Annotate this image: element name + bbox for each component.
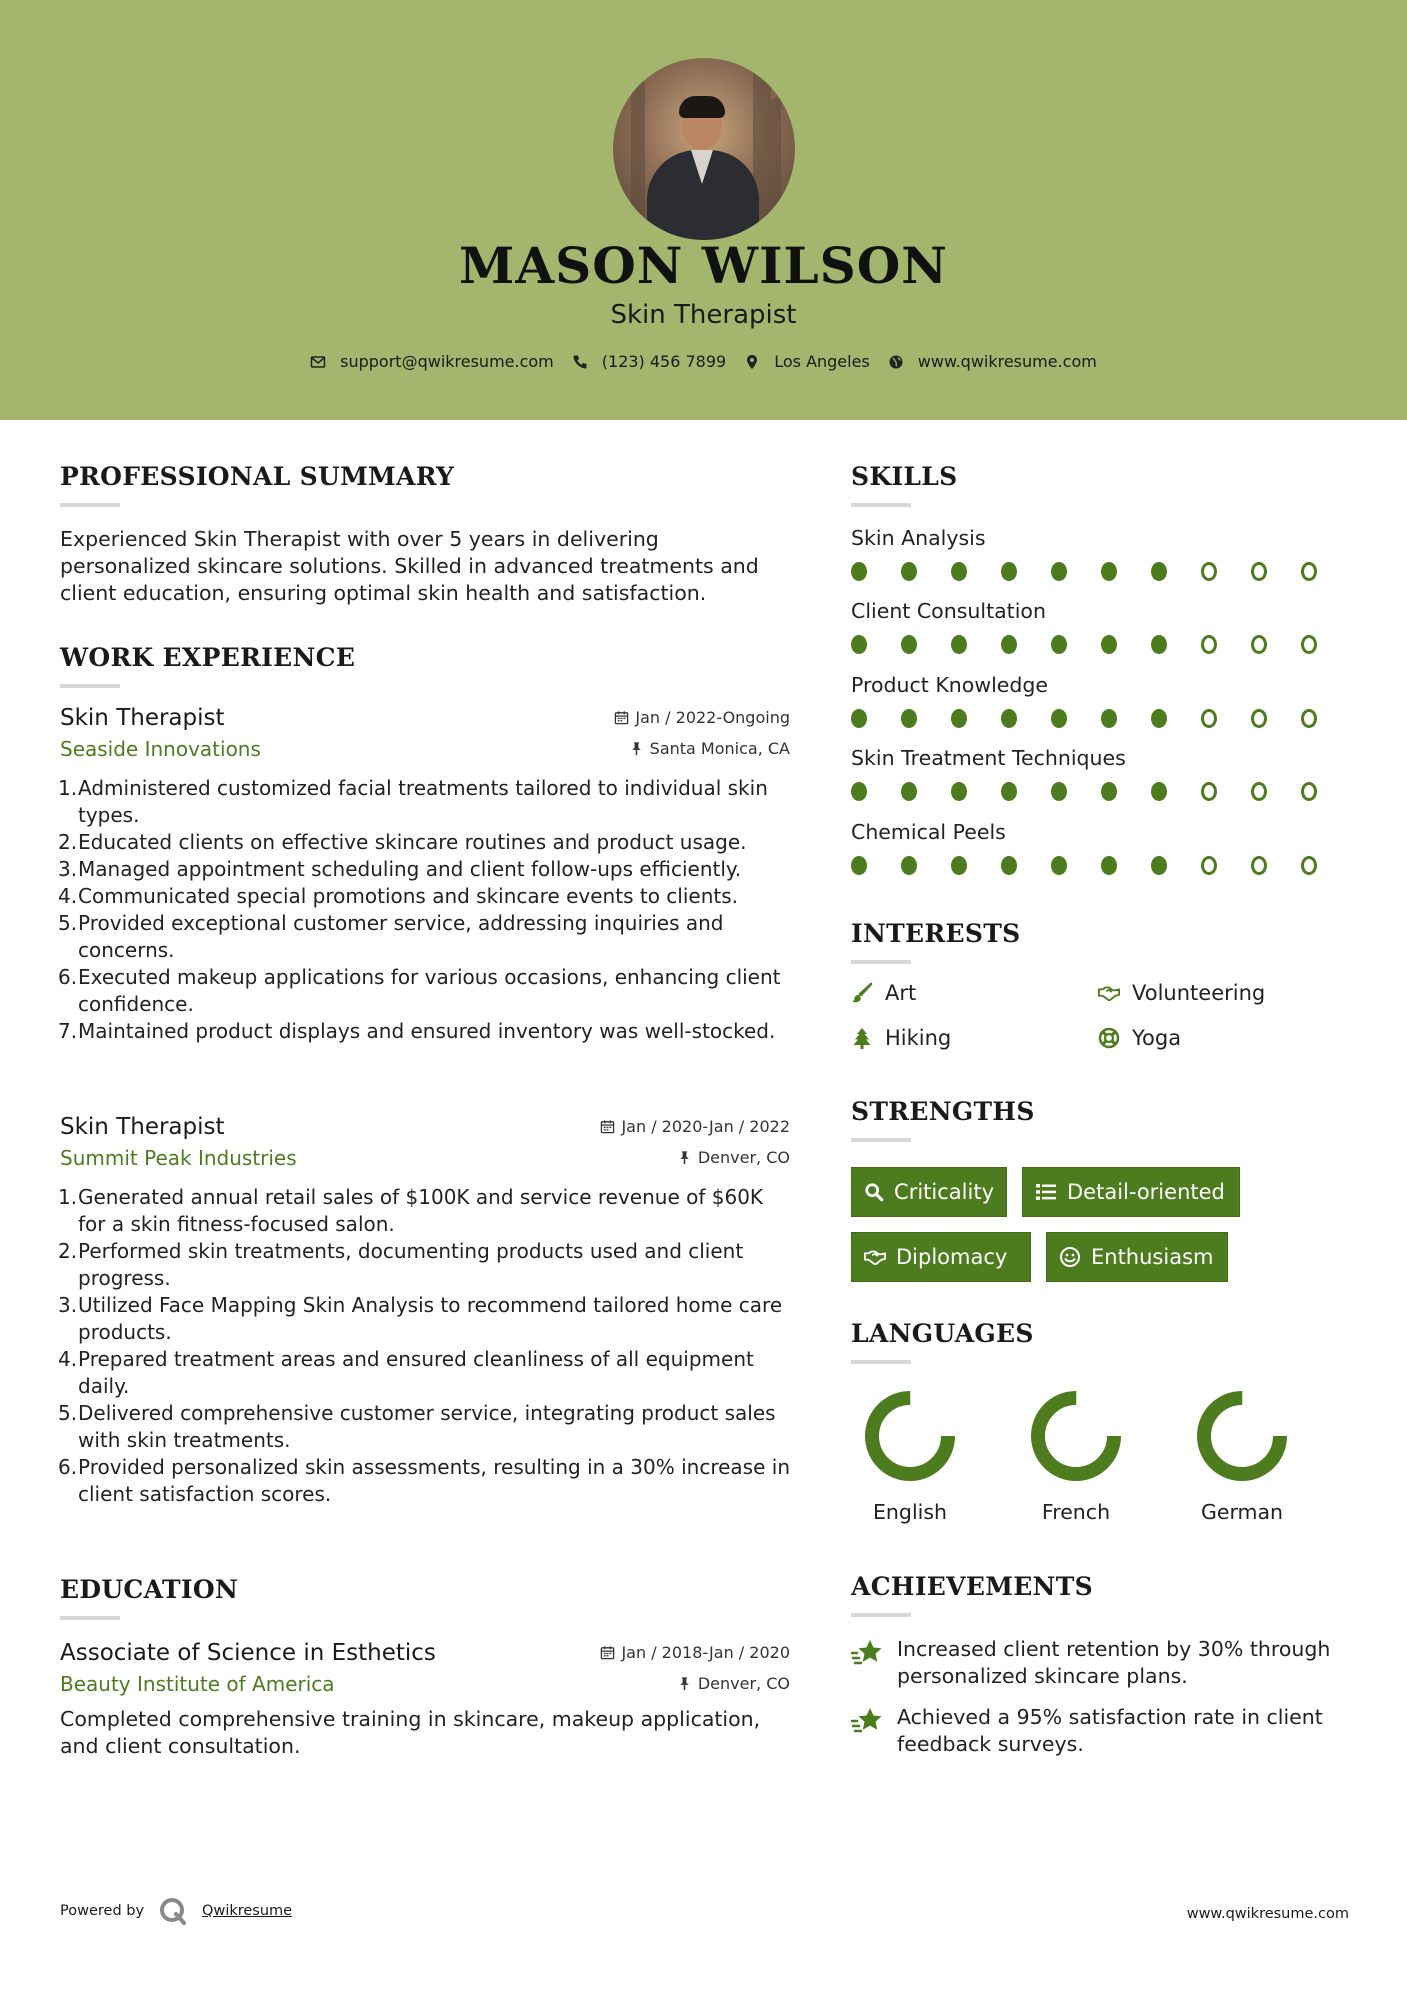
rating-dot-filled [1001,562,1017,581]
degree-name: Associate of Science in Esthetics [60,1640,436,1666]
email-text: support@qwikresume.com [340,352,554,371]
experience-heading: WORK EXPERIENCE [60,643,356,672]
rating-dot-empty [1201,856,1217,875]
language-item [850,1388,970,1524]
rating-dot-filled [1001,856,1017,875]
job-entry [60,1114,790,1508]
rating-dot-filled [901,635,917,654]
rating-dot-filled [951,782,967,801]
rating-dot-filled [1001,782,1017,801]
rating-dot-empty [1251,856,1267,875]
list-item: Provided exceptional customer service, addressing inquiries and concerns. [78,911,724,962]
handshake-icon [1098,982,1120,1004]
achievements-divider [851,1613,911,1617]
rating-dot-filled [1051,562,1067,581]
skill-name: Chemical Peels [851,820,1006,844]
rating-dot-empty [1251,782,1267,801]
list-item: Educated clients on effective skincare routines and product usage. [78,830,747,854]
rating-dot-empty [1251,635,1267,654]
achievements-heading: ACHIEVEMENTS [851,1572,1093,1601]
summary-heading: PROFESSIONAL SUMMARY [60,462,455,491]
skill-rating [851,782,1351,801]
job-company: Seaside Innovations [60,737,261,761]
education-heading: EDUCATION [60,1575,239,1604]
rating-dot-filled [1051,635,1067,654]
skill-row [851,820,1351,875]
resume-header [0,0,1407,420]
rating-dot-empty [1301,562,1317,581]
job-location: Denver, CO [677,1148,790,1167]
proficiency-arc [1038,1398,1114,1474]
map-pin-icon [744,354,760,370]
list-item: Executed makeup applications for various occasions, enhancing client confidence. [78,965,781,1016]
language-gauge [1194,1388,1290,1484]
calendar-icon [614,710,629,725]
strengths-heading: STRENGTHS [851,1097,1035,1126]
skill-name: Skin Analysis [851,526,986,550]
profile-photo [613,58,795,240]
skill-row [851,599,1351,654]
achievement-item: Increased client retention by 30% through personalized skincare plans. [851,1636,1351,1690]
lifering-icon [1098,1027,1120,1049]
rating-dot-filled [1051,856,1067,875]
rating-dot-filled [951,709,967,728]
rating-dot-empty [1201,782,1217,801]
rating-dot-empty [1201,635,1217,654]
strength-badge: Diplomacy [851,1232,1031,1282]
pushpin-icon [677,1150,692,1165]
summary-divider [60,503,120,507]
rating-dot-filled [1101,856,1117,875]
list-item: Utilized Face Mapping Skin Analysis to recommend tailored home care products. [78,1293,783,1344]
rating-dot-empty [1251,709,1267,728]
rating-dot-filled [951,635,967,654]
rating-dot-empty [1201,562,1217,581]
rating-dot-filled [851,782,867,801]
rating-dot-filled [1151,709,1167,728]
strengths-divider [851,1138,911,1142]
pushpin-icon [677,1676,692,1691]
strength-badge: Detail-oriented [1022,1167,1240,1217]
contact-phone[interactable] [572,352,726,371]
rating-dot-filled [1151,782,1167,801]
location-text: Los Angeles [774,352,870,371]
skill-row [851,526,1351,581]
education-location: Denver, CO [677,1674,790,1693]
proficiency-arc [1204,1398,1280,1474]
skills-heading: SKILLS [851,462,958,491]
list-item: Administered customized facial treatments tailored to individual skin types. [78,776,768,827]
rating-dot-filled [1101,782,1117,801]
job-entry [60,705,790,1045]
contact-bar [0,352,1407,371]
rating-dot-empty [1201,709,1217,728]
list-item: Performed skin treatments, documenting products used and client progress. [78,1239,744,1290]
job-duties-list [60,1184,790,1508]
education-entry [60,1640,790,1760]
rating-dot-filled [1151,562,1167,581]
education-dates: Jan / 2018-Jan / 2020 [600,1643,790,1662]
rating-dot-filled [951,856,967,875]
rating-dot-filled [1051,709,1067,728]
rating-dot-empty [1251,562,1267,581]
job-role: Skin Therapist [60,705,225,731]
language-name: German [1200,1500,1284,1524]
list-item: Delivered comprehensive customer service, integrating product sales with skin treatments. [78,1401,776,1452]
rating-dot-filled [1101,635,1117,654]
language-name: French [1041,1500,1111,1524]
award-star-icon [851,1706,883,1736]
phone-text: (123) 456 7899 [601,352,727,371]
education-description: Completed comprehensive training in skincare, makeup application, and client consultation. [60,1707,761,1758]
footer-website[interactable]: www.qwikresume.com [1186,1906,1349,1922]
rating-dot-filled [901,562,917,581]
skills-divider [851,503,911,507]
rating-dot-filled [1101,709,1117,728]
rating-dot-filled [951,562,967,581]
interests-heading: INTERESTS [851,919,1021,948]
interests-divider [851,960,911,964]
rating-dot-filled [851,562,867,581]
skill-name: Skin Treatment Techniques [851,746,1126,770]
job-duties-list [60,775,790,1045]
tree-icon [851,1027,873,1049]
contact-website[interactable] [888,352,1097,371]
envelope-icon [310,354,326,370]
list-item: Provided personalized skin assessments, resulting in a 30% increase in client satisfaction scores. [78,1455,790,1506]
rating-dot-empty [1301,635,1317,654]
interest-item: Art [851,981,916,1005]
interest-item: Volunteering [1098,981,1265,1005]
rating-dot-empty [1301,782,1317,801]
award-star-icon [851,1638,883,1668]
list-item: Maintained product displays and ensured inventory was well-stocked. [78,1019,776,1043]
rating-dot-filled [1051,782,1067,801]
skill-rating [851,856,1351,875]
interest-item: Yoga [1098,1026,1181,1050]
strength-badge: Criticality [851,1167,1007,1217]
list-item: Communicated special promotions and skincare events to clients. [78,884,738,908]
candidate-title: Skin Therapist [610,300,797,330]
rating-dot-filled [901,709,917,728]
rating-dot-filled [1001,635,1017,654]
website-text: www.qwikresume.com [917,352,1097,371]
skill-name: Client Consultation [851,599,1046,623]
rating-dot-empty [1301,709,1317,728]
skill-rating [851,635,1351,654]
powered-by-label: Powered by [60,1903,145,1919]
skill-name: Product Knowledge [851,673,1049,697]
achievement-item: Achieved a 95% satisfaction rate in client feedback surveys. [851,1704,1351,1758]
job-location: Santa Monica, CA [629,739,790,758]
phone-icon [572,354,588,370]
language-gauge [1028,1388,1124,1484]
calendar-icon [600,1119,615,1134]
job-role: Skin Therapist [60,1114,225,1140]
languages-heading: LANGUAGES [851,1319,1034,1348]
rating-dot-filled [851,635,867,654]
language-item [1182,1388,1302,1524]
strength-badge: Enthusiasm [1046,1232,1228,1282]
proficiency-arc [872,1398,948,1474]
rating-dot-filled [851,856,867,875]
list-item: Managed appointment scheduling and client follow-ups efficiently. [78,857,742,881]
language-name: English [872,1500,948,1524]
pushpin-icon [629,741,644,756]
rating-dot-filled [851,709,867,728]
skill-rating [851,562,1351,581]
paintbrush-icon [851,982,873,1004]
search-icon [864,1181,884,1203]
skill-rating [851,709,1351,728]
school-name: Beauty Institute of America [60,1672,335,1696]
language-gauge [862,1388,958,1484]
education-divider [60,1616,120,1620]
skill-row [851,746,1351,801]
contact-location [744,352,870,371]
globe-icon [888,354,904,370]
rating-dot-filled [901,856,917,875]
skill-row [851,673,1351,728]
language-item [1016,1388,1136,1524]
list-icon [1035,1181,1057,1203]
qwikresume-logo-icon [158,1896,188,1926]
contact-email[interactable] [310,352,554,371]
candidate-name: MASON WILSON [459,236,948,295]
footer-powered-by [60,1896,292,1926]
handshake-icon [864,1246,886,1268]
rating-dot-filled [1151,635,1167,654]
job-dates: Jan / 2022-Ongoing [614,708,790,727]
languages-divider [851,1360,911,1364]
summary-text: Experienced Skin Therapist with over 5 years in delivering personalized skincare solutions. Skilled in advanced treatments and client education, ensuring optimal skin health and satisfaction. [60,527,759,605]
job-company: Summit Peak Industries [60,1146,297,1170]
interest-item: Hiking [851,1026,951,1050]
list-item: Generated annual retail sales of $100K and service revenue of $60K for a skin fitness-focused salon. [78,1185,764,1236]
rating-dot-filled [1151,856,1167,875]
list-item: Prepared treatment areas and ensured cleanliness of all equipment daily. [78,1347,754,1398]
experience-divider [60,684,120,688]
qwikresume-link[interactable]: Qwikresume [202,1903,293,1919]
job-dates: Jan / 2020-Jan / 2022 [600,1117,790,1136]
smile-icon [1059,1246,1081,1268]
rating-dot-filled [1001,709,1017,728]
rating-dot-filled [1101,562,1117,581]
rating-dot-empty [1301,856,1317,875]
calendar-icon [600,1645,615,1660]
rating-dot-filled [901,782,917,801]
